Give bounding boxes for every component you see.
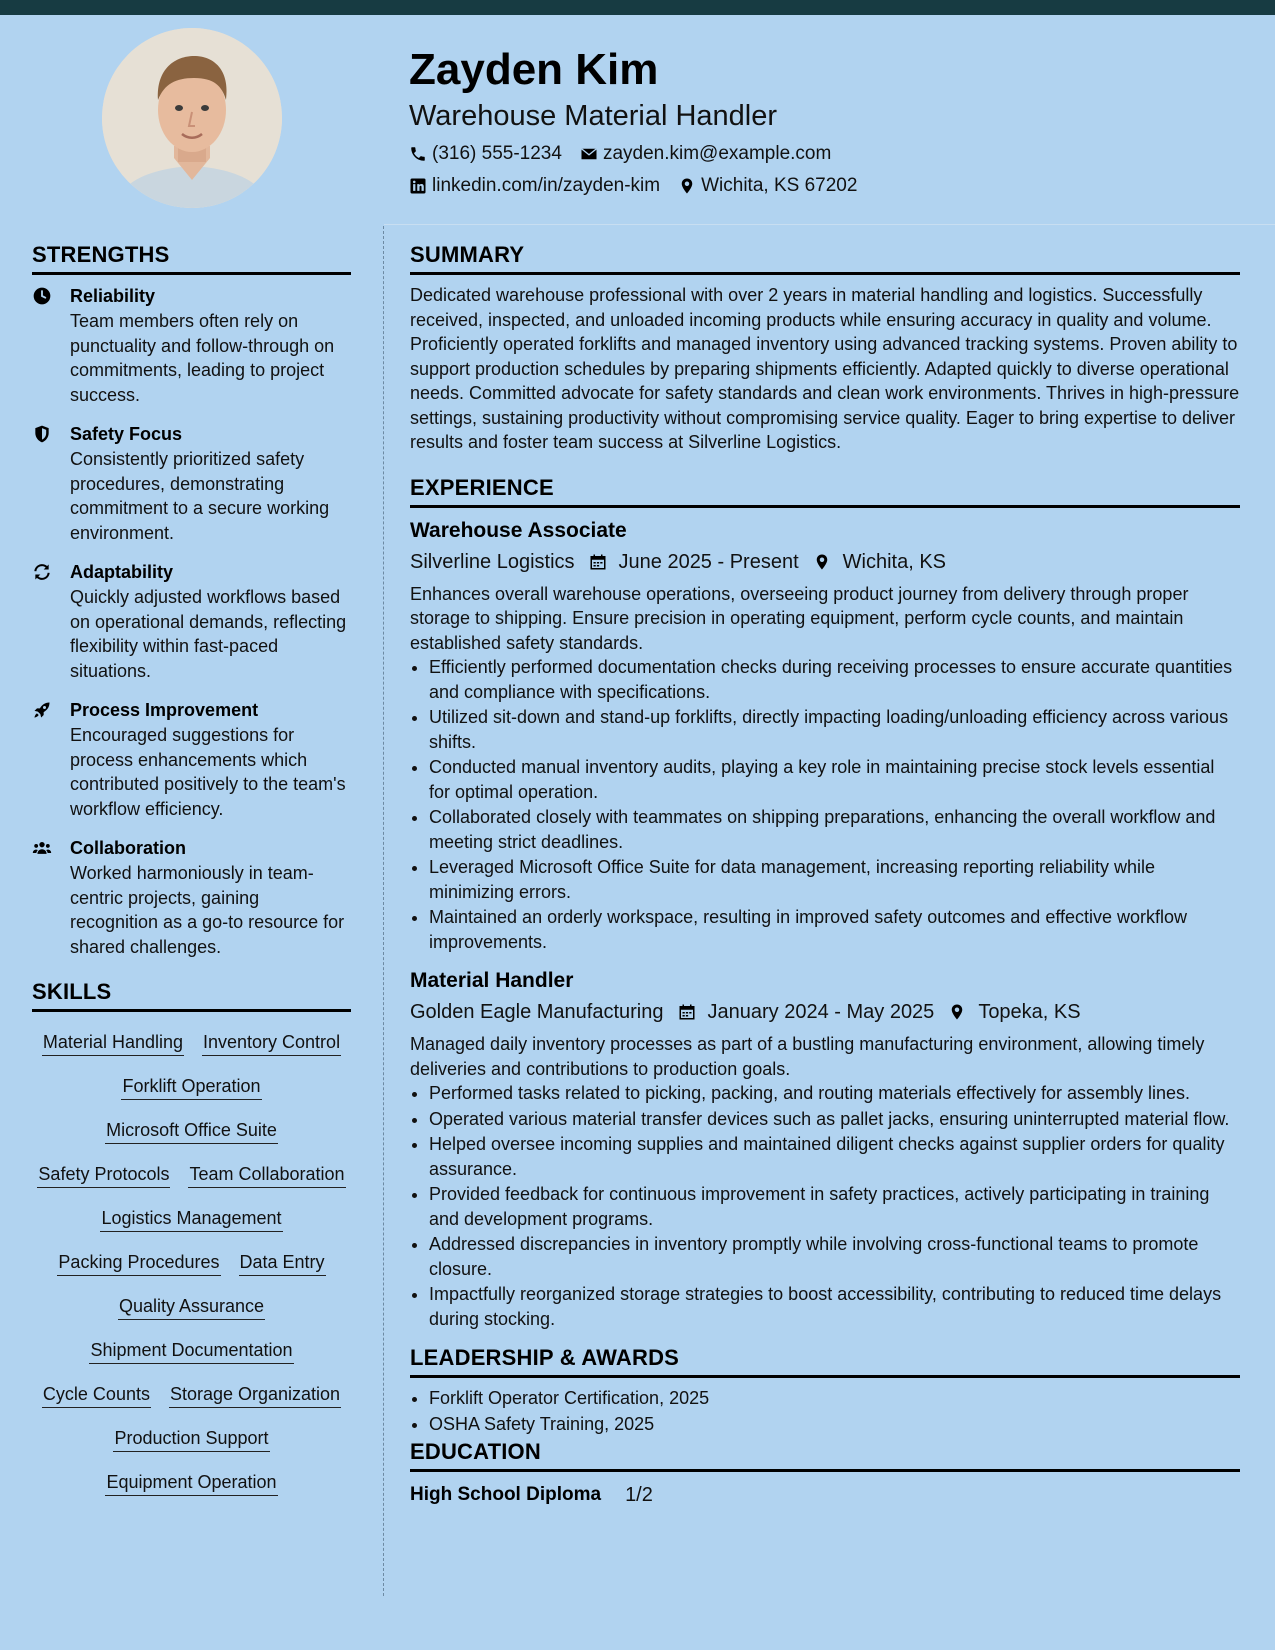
map-pin-icon bbox=[948, 1003, 966, 1021]
strength-name: Reliability bbox=[70, 286, 156, 306]
list-item: • Leveraged Microsoft Office Suite for data management, increasing reporting reliability while minimizing errors. bbox=[429, 855, 1240, 904]
envelope-icon bbox=[580, 145, 598, 163]
location-contact bbox=[678, 170, 857, 202]
resume-header bbox=[409, 40, 1239, 202]
email-contact[interactable] bbox=[580, 138, 831, 170]
left-column bbox=[32, 240, 351, 1496]
skill-tag: Shipment Documentation bbox=[89, 1338, 293, 1364]
job-title: Material Handler bbox=[410, 969, 574, 992]
calendar-icon bbox=[589, 553, 607, 571]
skill-tag: Production Support bbox=[113, 1426, 269, 1452]
job-dates: January 2024 - May 2025 bbox=[707, 1001, 935, 1023]
job-meta bbox=[410, 546, 1240, 578]
awards-list bbox=[410, 1386, 1240, 1436]
map-pin-icon bbox=[678, 177, 696, 195]
users-icon bbox=[32, 838, 52, 858]
strength-name: Collaboration bbox=[70, 838, 186, 858]
strength-item bbox=[32, 283, 351, 407]
awards-heading: LEADERSHIP & AWARDS bbox=[410, 1343, 1240, 1378]
shield-icon bbox=[32, 424, 52, 444]
candidate-name: Zayden Kim bbox=[409, 45, 659, 94]
job-location: Wichita, KS bbox=[842, 550, 946, 573]
calendar-icon bbox=[678, 1003, 696, 1021]
linkedin-contact[interactable] bbox=[409, 170, 660, 202]
job-entry bbox=[410, 966, 1240, 1331]
phone-contact bbox=[409, 138, 562, 170]
skill-tag: Inventory Control bbox=[202, 1030, 341, 1056]
skills-list bbox=[32, 1020, 351, 1496]
strength-name: Process Improvement bbox=[70, 700, 259, 720]
job-dates: June 2025 - Present bbox=[618, 550, 799, 573]
summary-heading: SUMMARY bbox=[410, 240, 1240, 275]
list-item: • Operated various material transfer devices such as pallet jacks, ensuring uninterrupted material flow. bbox=[429, 1107, 1240, 1132]
top-bar bbox=[0, 0, 1275, 15]
job-meta bbox=[410, 996, 1240, 1028]
list-item: • Helped oversee incoming supplies and maintained diligent checks against supplier orders for quality assurance. bbox=[429, 1132, 1240, 1181]
strength-description: Worked harmoniously in team-centric projects, gaining recognition as a go-to resource for shared challenges. bbox=[70, 863, 345, 957]
linkedin-text[interactable]: linkedin.com/in/zayden-kim bbox=[432, 175, 661, 196]
list-item: • Performed tasks related to picking, packing, and routing materials effectively for assembly lines. bbox=[429, 1081, 1240, 1106]
sync-icon bbox=[32, 562, 52, 582]
location-text: Wichita, KS 67202 bbox=[701, 175, 858, 196]
linkedin-icon bbox=[409, 177, 427, 195]
job-title: Warehouse Associate bbox=[410, 518, 627, 542]
skill-tag: Cycle Counts bbox=[42, 1382, 151, 1408]
list-item: • Efficiently performed documentation checks during receiving processes to ensure accurate quantities and compliance with specifications. bbox=[429, 655, 1240, 704]
strength-description: Encouraged suggestions for process enhancements which contributed positively to the team's workflow efficiency. bbox=[70, 725, 346, 819]
strength-name: Adaptability bbox=[70, 562, 174, 582]
job-description: Enhances overall warehouse operations, overseeing product journey from delivery through proper storage to shipping. Ensure precision in operating equipment, perform cycle counts, and maintain established safety standards. bbox=[410, 583, 1189, 653]
map-pin-icon bbox=[813, 553, 831, 571]
list-item: • Conducted manual inventory audits, playing a key role in maintaining precise stock levels essential for optimal operation. bbox=[429, 755, 1240, 804]
list-item: • Forklift Operator Certification, 2025 bbox=[429, 1386, 1240, 1411]
email-text[interactable]: zayden.kim@example.com bbox=[602, 143, 832, 164]
job-description: Managed daily inventory processes as part of a bustling manufacturing environment, allowing timely deliveries and contributions to production goals. bbox=[410, 1034, 1205, 1079]
job-company: Silverline Logistics bbox=[410, 550, 575, 573]
strength-item bbox=[32, 559, 351, 683]
strength-item bbox=[32, 697, 351, 821]
experience-heading: EXPERIENCE bbox=[410, 473, 1240, 508]
list-item: • Addressed discrepancies in inventory promptly while involving cross-functional teams to promote closure. bbox=[429, 1232, 1240, 1281]
skill-tag: Equipment Operation bbox=[105, 1470, 277, 1496]
column-divider bbox=[383, 226, 384, 1596]
skill-tag: Microsoft Office Suite bbox=[105, 1118, 278, 1144]
strength-description: Consistently prioritized safety procedures, demonstrating commitment to a secure working environment. bbox=[70, 449, 330, 543]
strength-name: Safety Focus bbox=[70, 424, 183, 444]
strength-description: Team members often rely on punctuality and follow-through on commitments, leading to project success. bbox=[70, 311, 335, 405]
skills-heading: SKILLS bbox=[32, 977, 351, 1012]
candidate-title: Warehouse Material Handler bbox=[409, 100, 778, 132]
header-divider bbox=[384, 224, 1275, 225]
job-bullets bbox=[410, 1081, 1240, 1331]
contact-row-1 bbox=[409, 138, 1239, 170]
list-item: • Impactfully reorganized storage strategies to boost accessibility, contributing to reduced time delays during stocking. bbox=[429, 1282, 1240, 1331]
skill-tag: Storage Organization bbox=[169, 1382, 341, 1408]
education-entry bbox=[410, 1480, 1240, 1510]
strength-description: Quickly adjusted workflows based on operational demands, reflecting flexibility within fast-paced situations. bbox=[70, 587, 347, 681]
job-entry bbox=[410, 516, 1240, 955]
education-heading: EDUCATION bbox=[410, 1437, 1240, 1472]
job-company: Golden Eagle Manufacturing bbox=[410, 1001, 664, 1023]
skill-tag: Logistics Management bbox=[100, 1206, 282, 1232]
skill-tag: Material Handling bbox=[42, 1030, 184, 1056]
right-column bbox=[410, 240, 1240, 1510]
profile-photo bbox=[102, 28, 282, 208]
job-location: Topeka, KS bbox=[978, 1001, 1081, 1023]
skill-tag: Data Entry bbox=[239, 1250, 326, 1276]
strengths-heading: STRENGTHS bbox=[32, 240, 351, 275]
skill-tag: Packing Procedures bbox=[57, 1250, 220, 1276]
list-item: • Provided feedback for continuous improvement in safety practices, actively participating in training and development programs. bbox=[429, 1182, 1240, 1231]
summary-text: Dedicated warehouse professional with over 2 years in material handling and logistics. Successfully received, inspected, and unloaded incoming products while ensuring accuracy in quality and volume. Proficiently operated forklifts and managed inventory using advanced tracking systems. Proven ability to support production schedules by preparing shipments efficiently. Adapted quickly to diverse operational needs. Committed advocate for safety standards and clean work environments. Thrives in high-pressure settings, sustaining productivity without compromising service quality. Eager to bring expertise to deliver results and foster team success at Silverline Logistics. bbox=[410, 285, 1240, 452]
page-number: 1/2 bbox=[625, 1484, 653, 1506]
rocket-icon bbox=[32, 700, 52, 720]
list-item: • Maintained an orderly workspace, resulting in improved safety outcomes and effective workflow improvements. bbox=[429, 905, 1240, 954]
clock-icon bbox=[32, 286, 52, 306]
contact-row-2 bbox=[409, 170, 1239, 202]
phone-text: (316) 555-1234 bbox=[432, 143, 562, 164]
list-item: • Utilized sit-down and stand-up forklifts, directly impacting loading/unloading efficiency across various shifts. bbox=[429, 705, 1240, 754]
education-degree: High School Diploma bbox=[410, 1484, 602, 1505]
skill-tag: Safety Protocols bbox=[37, 1162, 170, 1188]
skill-tag: Quality Assurance bbox=[118, 1294, 265, 1320]
strength-item bbox=[32, 421, 351, 545]
phone-icon bbox=[409, 145, 427, 163]
skill-tag: Team Collaboration bbox=[188, 1162, 345, 1188]
strength-item bbox=[32, 835, 351, 959]
list-item: • OSHA Safety Training, 2025 bbox=[429, 1412, 1240, 1437]
list-item: • Collaborated closely with teammates on shipping preparations, enhancing the overall workflow and meeting strict deadlines. bbox=[429, 805, 1240, 854]
skill-tag: Forklift Operation bbox=[121, 1074, 261, 1100]
job-bullets bbox=[410, 655, 1240, 954]
